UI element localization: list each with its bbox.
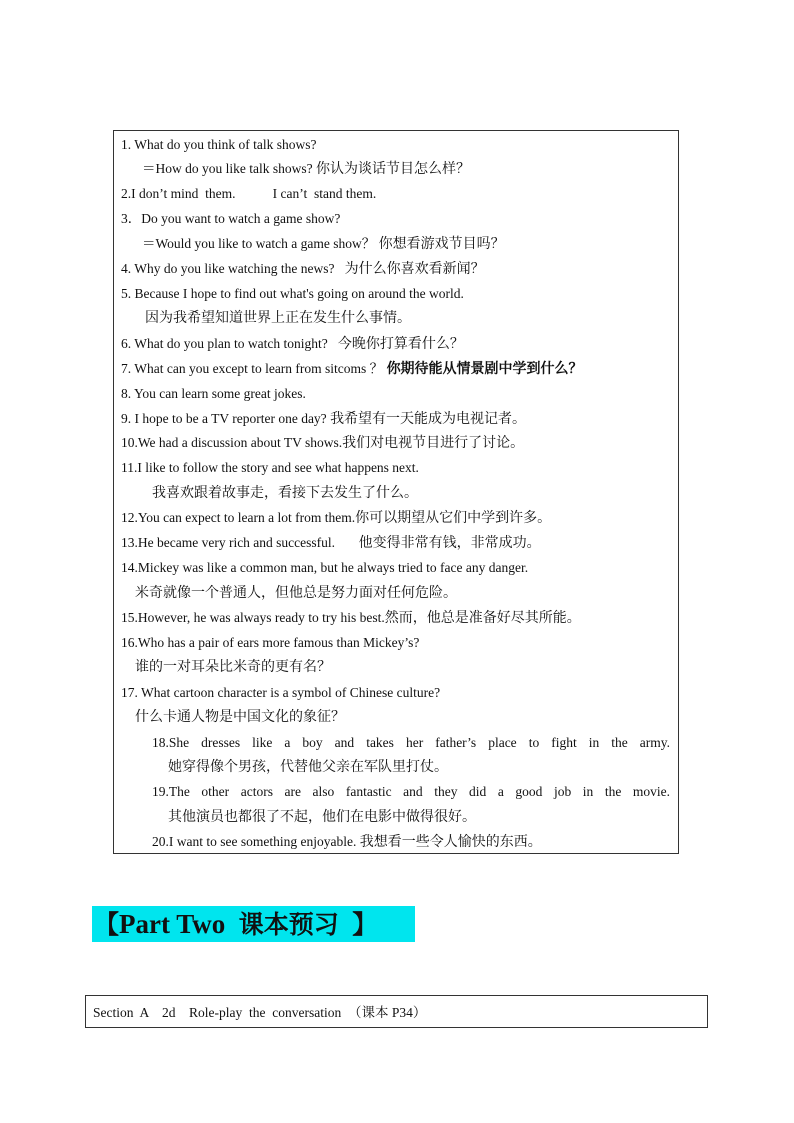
sentence-14-zh: [135, 584, 457, 602]
sentence-17: [121, 684, 440, 702]
sentence-en: 2.I don’t mind them. I can’t stand them.: [121, 186, 377, 201]
sentence-12: [121, 509, 551, 527]
sentence-en: 5. Because I hope to find out what's going on around the world.: [121, 286, 464, 301]
sentence-en: ＝How do you like talk shows?: [142, 161, 313, 176]
sentence-en: 19.The other actors are also fantastic and they did a good job in the movie.: [152, 784, 670, 799]
sentence-15: [121, 609, 581, 627]
sentence-zh: 其他演员也都很了不起，他们在电影中做得很好。: [168, 809, 476, 825]
sentence-6: [121, 335, 464, 353]
sentence-7: [121, 360, 583, 378]
sentence-zh: 我们对电视节目进行了讨论。: [342, 435, 525, 451]
sentence-en: 8. You can learn some great jokes.: [121, 386, 306, 401]
sentence-zh: 什么卡通人物是中国文化的象征？: [135, 709, 345, 725]
sentence-en: 20.I want to see something enjoyable.: [152, 834, 357, 849]
sentence-16: [121, 634, 419, 652]
section-box: [85, 995, 708, 1028]
sentence-en: 16.Who has a pair of ears more famous than Mickey’s?: [121, 635, 420, 650]
sentence-en: 1. What do you think of talk shows?: [121, 137, 317, 152]
sentence-5-zh: [145, 309, 411, 327]
sentence-11: [121, 459, 419, 477]
sentence-en: 7. What can you except to learn from sitcoms ？: [121, 361, 384, 376]
section-heading: [92, 906, 415, 942]
sentence-1b: [142, 160, 470, 178]
sentence-en: 15.However, he was always ready to try his best.: [121, 610, 385, 625]
sentence-zh: 你想看游戏节目吗？: [378, 236, 505, 252]
sentence-zh: 你可以期望从它们中学到许多。: [355, 510, 552, 526]
sentence-zh: 因为我希望知道世界上正在发生什么事情。: [145, 310, 411, 326]
sentence-en: 17. What cartoon character is a symbol of Chinese culture?: [121, 685, 441, 700]
sentence-16-zh: [135, 658, 331, 676]
sentence-zh: 他变得非常有钱，非常成功。: [358, 535, 541, 551]
sentence-3b: [142, 235, 505, 253]
sentence-zh: 我喜欢跟着故事走，看接下去发生了什么。: [152, 485, 418, 501]
sentence-5: [121, 285, 464, 303]
sentence-zh: 我希望有一天能成为电视记者。: [330, 411, 527, 427]
sentence-13: [121, 534, 541, 552]
heading-close-bracket: 】: [352, 910, 378, 939]
sentence-zh: 为什么你喜欢看新闻？: [344, 261, 485, 277]
sentence-18-zh: [168, 758, 448, 776]
sentence-en: 13.He became very rich and successful.: [121, 535, 336, 550]
sentence-17-zh: [135, 708, 345, 726]
sentence-3: [121, 210, 340, 228]
heading-zh: 课本预习: [238, 910, 339, 939]
sentence-zh: 她穿得像个男孩，代替他父亲在军队里打仗。: [168, 759, 448, 775]
sentence-zh: 你认为谈话节目怎么样？: [315, 161, 470, 177]
sentence-en: 4. Why do you like watching the news?: [121, 261, 335, 276]
sentence-19: [152, 783, 670, 801]
sentence-en: 6. What do you plan to watch tonight?: [121, 336, 328, 351]
heading-open-bracket: 【: [94, 910, 120, 939]
sentence-14: [121, 559, 528, 577]
sentence-en: 9. I hope to be a TV reporter one day?: [121, 411, 327, 426]
sentence-box: [113, 130, 679, 854]
sentence-2: [121, 185, 376, 203]
sentence-zh: 谁的一对耳朵比米奇的更有名？: [135, 659, 331, 675]
sentence-9: [121, 410, 526, 428]
sentence-20: [152, 833, 542, 851]
sentence-11-zh: [152, 484, 418, 502]
sentence-1: [121, 136, 316, 154]
sentence-zh: 我想看一些令人愉快的东西。: [359, 834, 542, 850]
sentence-en: 11.I like to follow the story and see what happens next.: [121, 460, 419, 475]
sentence-4: [121, 260, 485, 278]
sentence-en: 10.We had a discussion about TV shows.: [121, 435, 343, 450]
sentence-zh: 你期待能从情景剧中学到什么？: [386, 361, 583, 377]
sentence-zh: 米奇就像一个普通人，但他总是努力面对任何危险。: [135, 585, 457, 601]
sentence-en: 14.Mickey was like a common man, but he always tried to face any danger.: [121, 560, 529, 575]
section-box-text: Section A 2d Role-play the conversation （课本 P34）: [93, 1005, 427, 1020]
sentence-19-zh: [168, 808, 476, 826]
sentence-en: 18.She dresses like a boy and takes her father’s place to fight in the army.: [152, 735, 670, 750]
sentence-zh: 然而，他总是准备好尽其所能。: [384, 610, 581, 626]
sentence-en: ＝Would you like to watch a game show？: [142, 236, 376, 251]
sentence-10: [121, 434, 524, 452]
heading-en: Part Two: [119, 909, 226, 939]
sentence-en: 12.You can expect to learn a lot from them.: [121, 510, 356, 525]
sentence-8: [121, 385, 306, 403]
sentence-18: [152, 734, 670, 752]
sentence-zh: 今晚你打算看什么？: [337, 336, 464, 352]
sentence-en: 3．Do you want to watch a game show?: [121, 211, 341, 226]
